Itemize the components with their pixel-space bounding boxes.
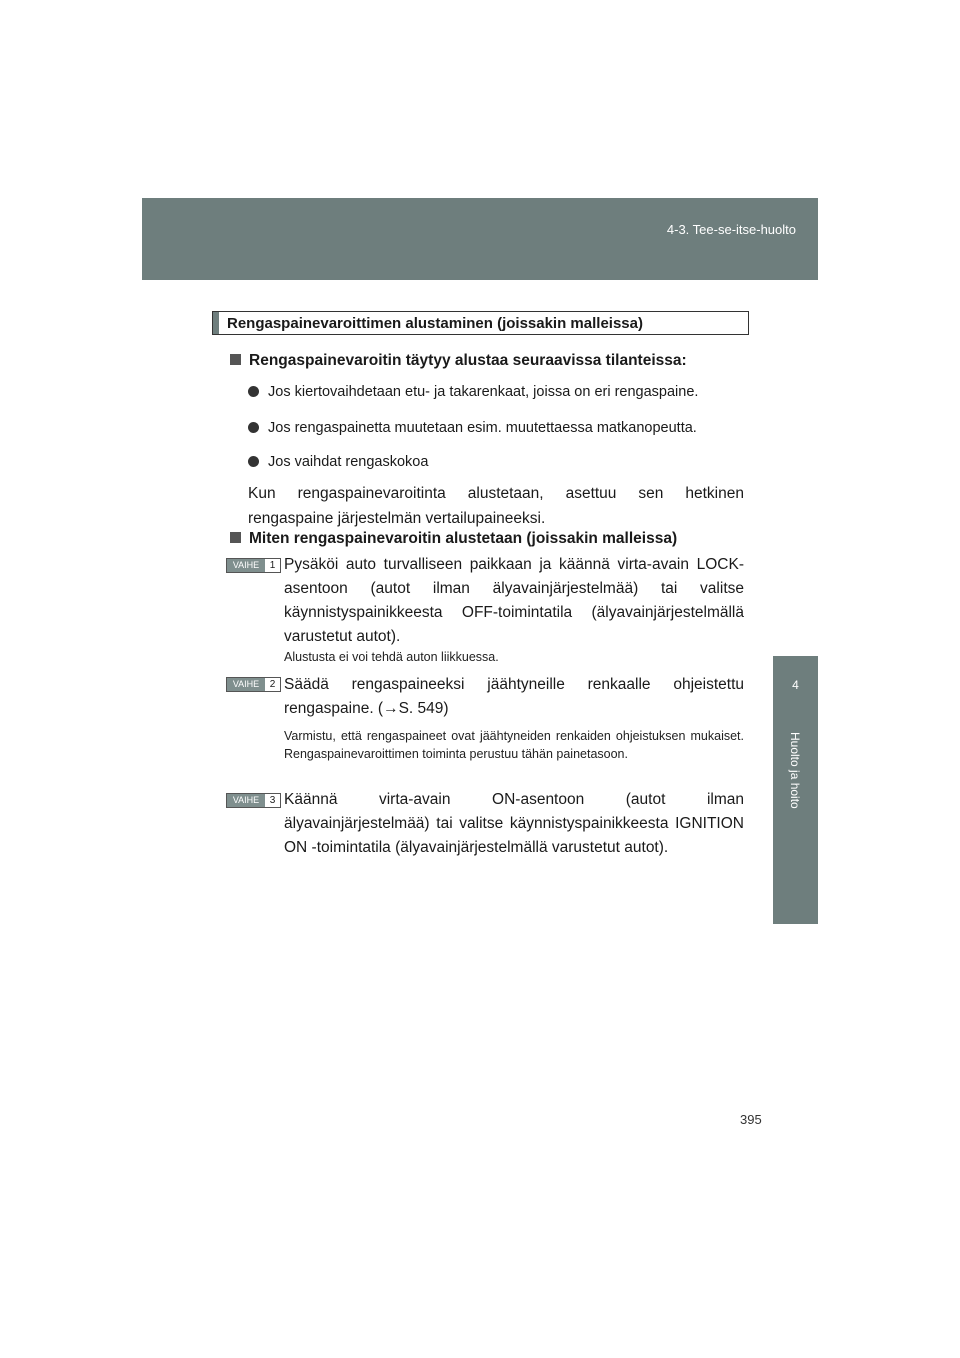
heading-accent-bar: [213, 312, 219, 334]
subsection-heading: [230, 352, 687, 370]
step-note: Varmistu, että rengaspaineet ovat jäähtyneiden renkaiden ohjeistuksen mukaiset. Rengaspainevaroittimen toiminta perustuu tähän painetasoon.: [284, 729, 744, 761]
bullet-icon: [248, 386, 259, 397]
chapter-title: Huolto ja hoito: [788, 732, 802, 809]
step-number: 2: [269, 679, 276, 690]
page-number: 395: [740, 1112, 762, 1127]
step-label: VAIHE: [227, 559, 265, 572]
body-paragraph: Kun rengaspainevaroitinta alustetaan, asettuu sen hetkinen rengaspaine järjestelmän vertailupaineeksi.: [248, 485, 744, 527]
step-label: VAIHE: [227, 794, 265, 807]
subsection-heading-text: Rengaspainevaroitin täytyy alustaa seuraavissa tilanteissa:: [249, 352, 687, 369]
list-item-text: Jos rengaspainetta muutetaan esim. muutettaessa matkanopeutta.: [268, 420, 697, 436]
step-badge: [226, 558, 281, 573]
list-item-text: Jos kiertovaihdetaan etu- ja takarenkaat, joissa on eri rengaspaine.: [268, 384, 699, 400]
step-badge: [226, 677, 281, 692]
chapter-number: 4: [792, 678, 799, 692]
page-header-band: [142, 198, 818, 280]
step-note: Alustusta ei voi tehdä auton liikkuessa.: [284, 650, 499, 664]
subsection-heading: [230, 530, 677, 548]
bullet-icon: [248, 422, 259, 433]
section-heading-box: [212, 311, 749, 335]
chapter-tab: [773, 656, 818, 724]
step-text: Käännä virta-avain ON-asentoon (autot ilman älyavainjärjestelmää) tai valitse käynnistyspainikkeesta IGNITION ON -toimintatila (älyavainjärjestelmällä varustetut autot).: [284, 791, 744, 856]
bullet-icon: [248, 456, 259, 467]
step-label: VAIHE: [227, 678, 265, 691]
section-title: 4-3. Tee-se-itse-huolto: [666, 222, 796, 237]
square-bullet-icon: [230, 354, 241, 365]
list-item: [248, 384, 698, 400]
section-heading: Rengaspainevaroittimen alustaminen (joissakin malleissa): [227, 315, 643, 332]
square-bullet-icon: [230, 532, 241, 543]
step-text: Pysäköi auto turvalliseen paikkaan ja käännä virta-avain LOCK-asentoon (autot ilman älyavainjärjestelmää) tai valitse käynnistyspainikkeesta OFF-toimintatila (älyavainjärjestelmällä varustetut autot).: [284, 556, 744, 645]
step-number: 1: [269, 560, 276, 571]
step-number: 3: [269, 795, 276, 806]
step-badge: [226, 793, 281, 808]
chapter-strip: [773, 724, 818, 924]
step-text: Säädä rengaspaineeksi jäähtyneille renkaalle ohjeistettu rengaspaine. (→S. 549): [284, 676, 744, 717]
list-item-text: Jos vaihdat rengaskokoa: [268, 454, 429, 470]
list-item: [248, 454, 428, 470]
list-item: [248, 420, 697, 436]
subsection-heading-text: Miten rengaspainevaroitin alustetaan (joissakin malleissa): [249, 530, 678, 547]
